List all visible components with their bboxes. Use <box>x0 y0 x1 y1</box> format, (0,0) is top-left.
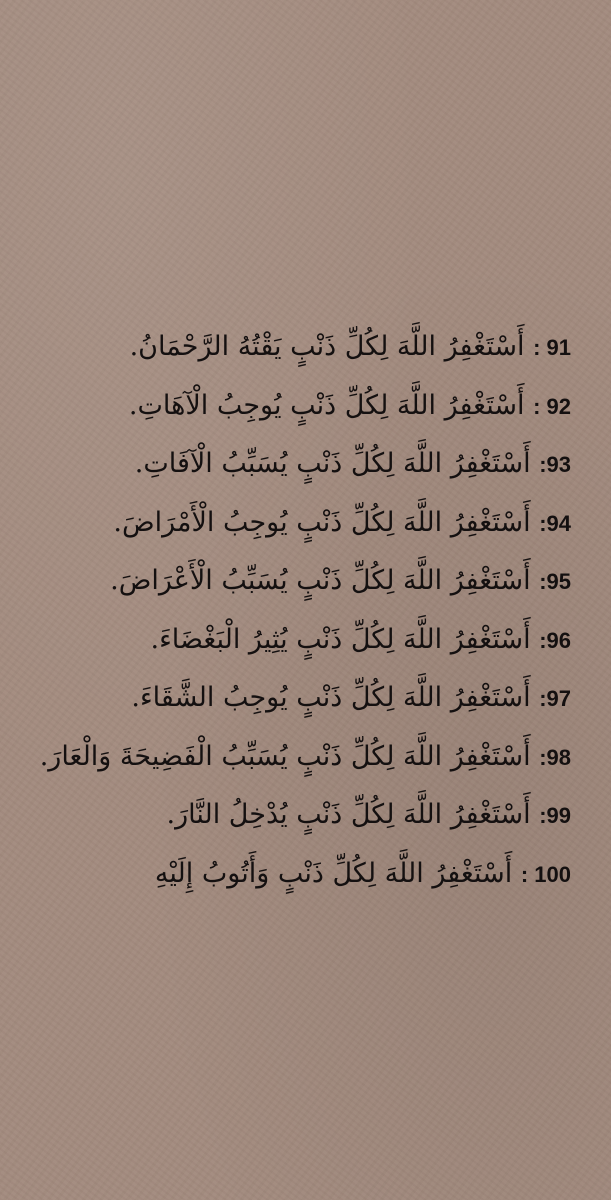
list-item <box>11 669 571 728</box>
line-text: أَسْتَغْفِرُ اللَّهَ لِكُلِّ ذَنْبٍ يَقْتُهُ الرَّحْمَانُ. <box>129 331 525 362</box>
line-number: 91 : <box>533 335 571 360</box>
list-item <box>11 377 571 436</box>
list-item <box>11 728 571 787</box>
list-item <box>11 786 571 845</box>
list-item <box>11 435 571 494</box>
line-text: أَسْتَغْفِرُ اللَّهَ لِكُلِّ ذَنْبٍ يُثِيرُ الْبَغْضَاءَ. <box>150 623 531 655</box>
line-number: 92 : <box>533 393 571 419</box>
list-item <box>11 552 571 611</box>
line-text: أَسْتَغْفِرُ اللَّهَ لِكُلِّ ذَنْبٍ وَأَتُوبُ إِلَيْهِ <box>154 857 513 889</box>
line-number: 96: <box>539 627 571 653</box>
line-number: 94: <box>539 510 571 536</box>
line-text: أَسْتَغْفِرُ اللَّهَ لِكُلِّ ذَنْبٍ يُسَبِّبُ الْآفَاتِ. <box>134 448 531 479</box>
line-number: 97: <box>539 686 571 711</box>
line-number: 99: <box>539 803 571 828</box>
line-text: أَسْتَغْفِرُ اللَّهَ لِكُلِّ ذَنْبٍ يُدْخِلُ النَّارَ. <box>166 799 531 830</box>
line-text: أَسْتَغْفِرُ اللَّهَ لِكُلِّ ذَنْبٍ يُسَبِّبُ الْأَعْرَاضَ. <box>110 565 531 596</box>
list-item <box>11 611 571 670</box>
line-text: أَسْتَغْفِرُ اللَّهَ لِكُلِّ ذَنْبٍ يُوجِبُ الْآهَاتِ. <box>128 389 525 421</box>
list-item <box>11 494 571 553</box>
line-text: أَسْتَغْفِرُ اللَّهَ لِكُلِّ ذَنْبٍ يُسَبِّبُ الْفَضِيحَةَ وَالْعَارَ. <box>39 740 531 772</box>
line-number: 98: <box>539 744 571 770</box>
istighfar-list <box>11 318 571 903</box>
line-number: 93: <box>539 452 571 477</box>
line-text: أَسْتَغْفِرُ اللَّهَ لِكُلِّ ذَنْبٍ يُوجِبُ الشَّقَاءَ. <box>131 682 531 713</box>
line-text: أَسْتَغْفِرُ اللَّهَ لِكُلِّ ذَنْبٍ يُوجِبُ الْأَمْرَاضَ. <box>113 506 531 538</box>
line-number: 95: <box>539 569 571 594</box>
list-item <box>11 318 571 377</box>
line-number: 100 : <box>520 861 571 887</box>
list-item <box>11 845 571 904</box>
